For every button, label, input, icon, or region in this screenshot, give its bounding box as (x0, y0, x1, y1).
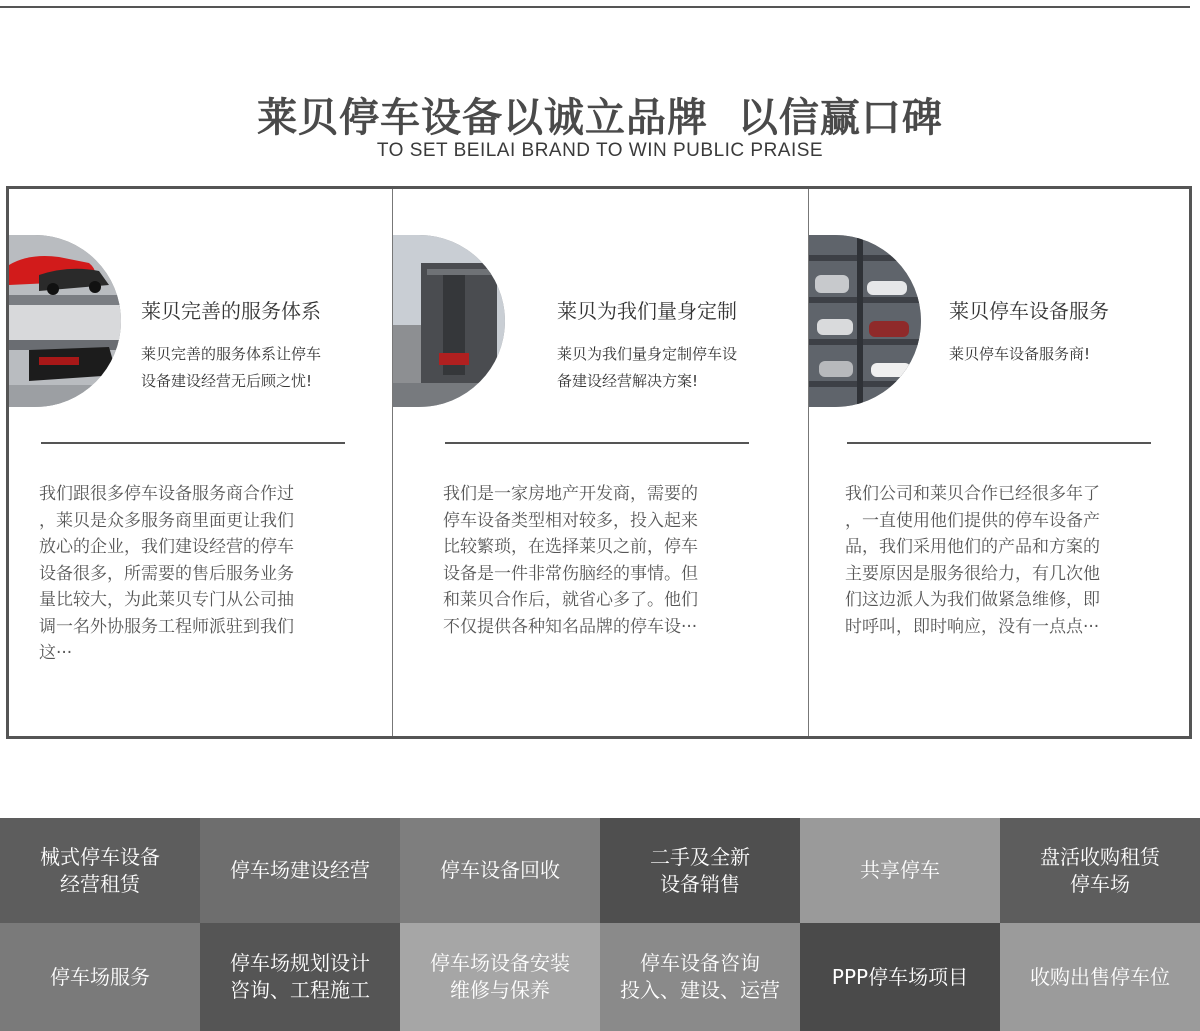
service-tile-equipment-recycling[interactable]: 停车设备回收 (400, 818, 600, 923)
card-heading: 莱贝为我们量身定制 (557, 299, 737, 323)
service-tile-parking-space-trade[interactable]: 收购出售停车位 (1000, 923, 1200, 1031)
page-title: 莱贝停车设备以诚立品牌 以信赢口碑 (257, 95, 943, 141)
card-body-text: 我们跟很多停车设备服务商合作过 ，莱贝是众多服务商里面更让我们 放心的企业，我们建设经营的停车 设备很多，所需要的售后服务业务 量比较大，为此莱贝专门从公司抽 调一名外协服务工程师派驻到我们 这··· (39, 484, 294, 663)
card-body-text: 我们公司和莱贝合作已经很多年了 ，一直使用他们提供的停车设备产 品，我们采用他们的产品和方案的 主要原因是服务很给力，有几次他 们这边派人为我们做紧急维修，即 时呼叫，即时响应，没有一点点··· (845, 484, 1100, 637)
testimonial-cards (6, 186, 1192, 739)
service-tile-equipment-leasing[interactable]: 械式停车设备 经营租赁 (0, 818, 200, 923)
card-heading: 莱贝完善的服务体系 (141, 299, 321, 323)
testimonial-card-service-system (9, 189, 392, 736)
service-tile-parking-acquisition[interactable]: 盘活收购租赁 停车场 (1000, 818, 1200, 923)
card-image-sports-cars (9, 235, 121, 407)
card-heading: 莱贝停车设备服务 (949, 299, 1109, 323)
card-divider (847, 442, 1151, 444)
card-subheading: 莱贝为我们量身定制停车设 备建设经营解决方案! (557, 345, 738, 390)
card-subheading: 莱贝停车设备服务商! (949, 345, 1091, 363)
service-tile-ppp-project[interactable]: PPP停车场项目 (800, 923, 1000, 1031)
top-divider (0, 6, 1190, 8)
services-grid (0, 818, 1200, 1031)
service-tile-shared-parking[interactable]: 共享停车 (800, 818, 1000, 923)
card-divider (41, 442, 345, 444)
service-tile-parking-construction[interactable]: 停车场建设经营 (200, 818, 400, 923)
card-divider (445, 442, 749, 444)
service-tile-parking-service[interactable]: 停车场服务 (0, 923, 200, 1031)
service-tile-installation-maintenance[interactable]: 停车场设备安装 维修与保养 (400, 923, 600, 1031)
testimonial-card-custom-solution (392, 189, 808, 736)
card-image-parking-tower (393, 235, 505, 407)
card-image-parking-garage (809, 235, 921, 407)
testimonial-card-equipment-service (808, 189, 1189, 736)
service-tile-planning-design[interactable]: 停车场规划设计 咨询、工程施工 (200, 923, 400, 1031)
page-subtitle: TO SET BEILAI BRAND TO WIN PUBLIC PRAISE (376, 140, 824, 161)
service-tile-consulting-operation[interactable]: 停车设备咨询 投入、建设、运营 (600, 923, 800, 1031)
service-tile-equipment-sales[interactable]: 二手及全新 设备销售 (600, 818, 800, 923)
card-body-text: 我们是一家房地产开发商，需要的 停车设备类型相对较多，投入起来 比较繁琐，在选择莱贝之前，停车 设备是一件非常伤脑经的事情。但 和莱贝合作后，就省心多了。他们 不仅提供各种知名品牌的停车设··· (443, 484, 698, 637)
card-subheading: 莱贝完善的服务体系让停车 设备建设经营无后顾之忧! (141, 345, 322, 390)
